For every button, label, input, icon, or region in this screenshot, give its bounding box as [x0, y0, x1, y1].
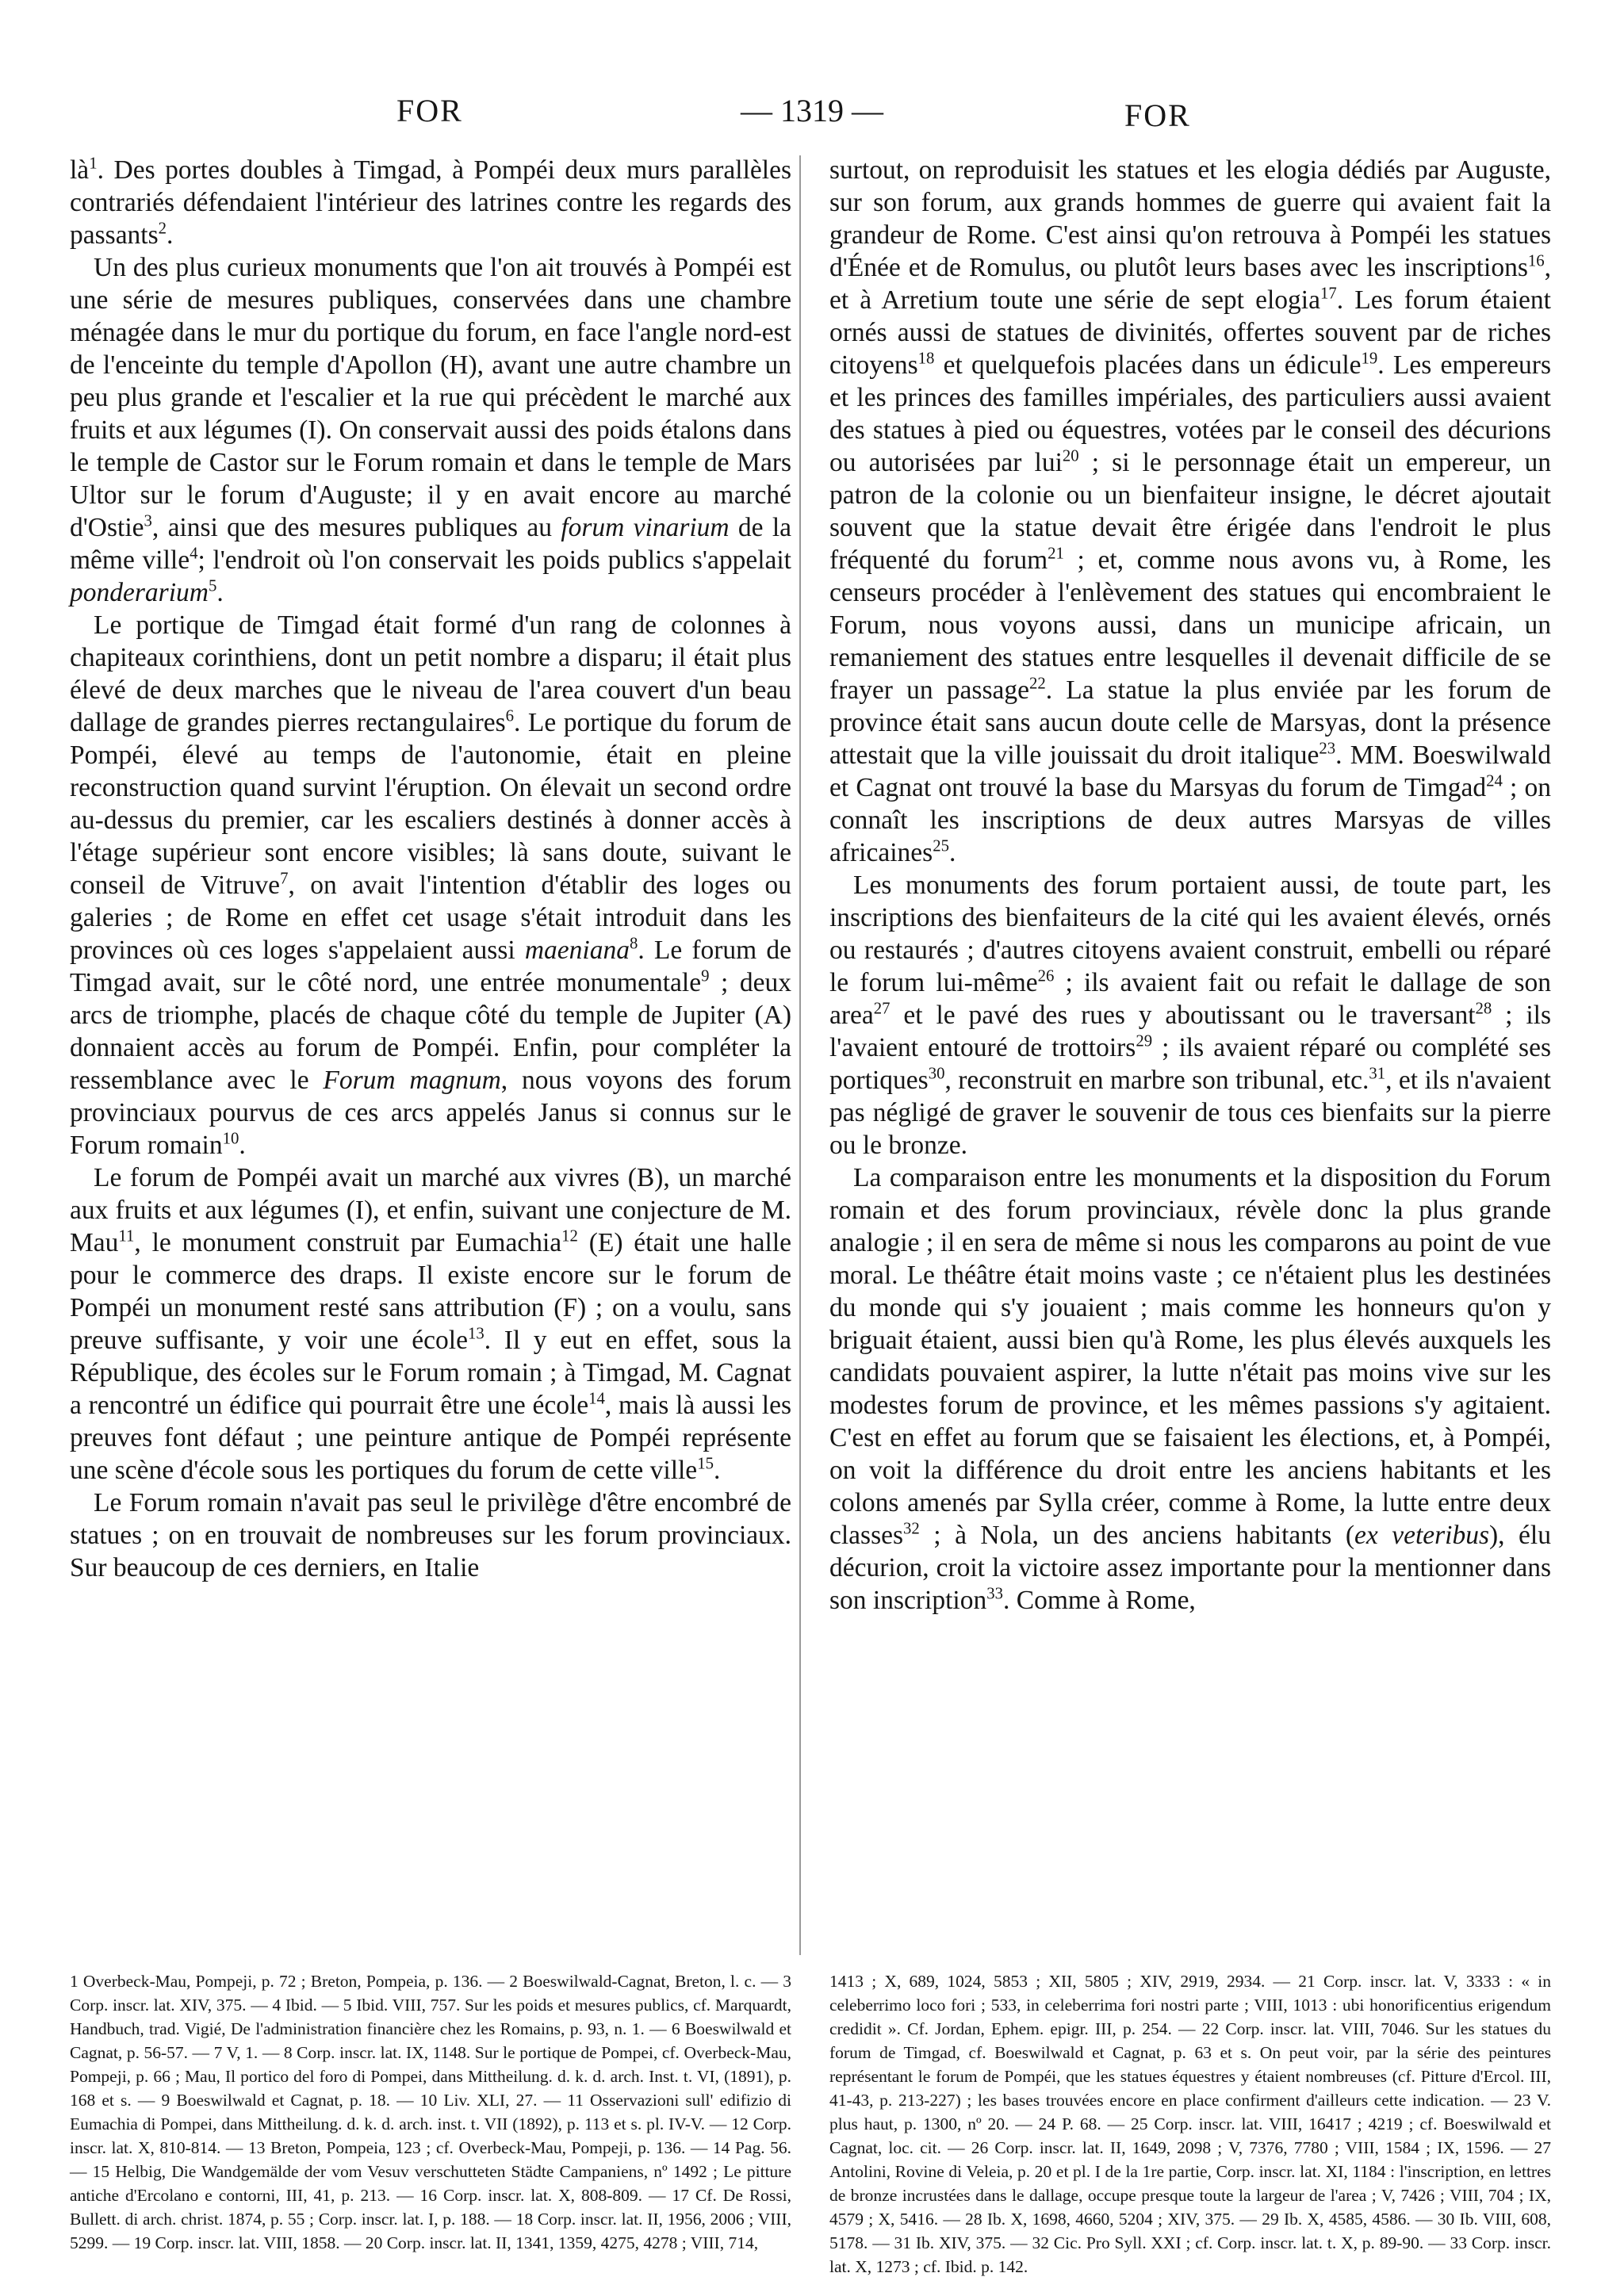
paragraph: Le Forum romain n'avait pas seul le privilège d'être encombré de statues ; on en trouvait de nombreuses sur les forum provinciaux. Sur beaucoup de ces derniers, en Italie: [70, 1488, 791, 1582]
right-column: [829, 154, 1551, 1617]
paragraph: Le forum de Pompéi avait un marché aux vivres (B), un marché aux fruits et aux légumes (I), et enfin, suivant une conjecture de M. Mau$^{11}$, le monument construit par Eumachia$^{12}$ (E) était une halle pour le commerce des draps. Il existe encore sur le forum de Pompéi un monument resté sans attribution (F) ; on a voulu, sans preuve suffisante, y voir une école$^{13}$. Il y eut en effet, sous la République, des écoles sur le Forum romain ; à Timgad, M. Cagnat a rencontré un édifice qui pourrait être une école$^{14}$, mais là aussi les preuves font défaut ; une peinture antique de Pompéi représente une scène d'école sous les portiques du forum de cette ville$^{15}$.: [70, 1163, 791, 1485]
column-divider: [799, 155, 801, 1955]
paragraph: Le portique de Timgad était formé d'un rang de colonnes à chapiteaux corinthiens, dont un petit nombre a disparu; il était plus élevé de deux marches que le niveau de l'area couvert d'un beau dallage de grandes pierres rectangulaires$^6$. Le portique du forum de Pompéi, élevé au temps de l'autonomie, était en pleine reconstruction quand survint l'éruption. On élevait un second ordre au-dessus du premier, car les escaliers destinés à donner accès à l'étage supérieur sont encore visibles; là sans doute, suivant le conseil de Vitruve$^7$, on avait l'intention d'établir des loges ou galeries ; de Rome en effet cet usage s'était introduit dans les provinces où ces loges s'appelaient aussi maeniana$^8$. Le forum de Timgad avait, sur le côté nord, une entrée monumentale$^9$ ; deux arcs de triomphe, placés de chaque côté du temple de Jupiter (A) donnaient accès au forum de Pompéi. Enfin, pour compléter la ressemblance avec le Forum magnum, nous voyons des forum provinciaux pourvus de ces arcs appelés Janus si connus sur le Forum romain$^{10}$.: [70, 610, 792, 1160]
paragraph: La comparaison entre les monuments et la disposition du Forum romain et des forum provinciaux, révèle donc la plus grande analogie ; il en sera de même si nous les comparons au point de vue moral. Le théâtre était moins vaste ; ce n'étaient plus les destinées du monde qui s'y jouaient ; mais comme les honneurs qu'on y briguait étaient, aussi bien qu'à Rome, les plus élevés auxquels les candidats pouvaient aspirer, la lutte n'était pas moins vive sur les modestes forum de province, et les mêmes passions s'y agitaient. C'est en effet au forum que se faisaient les élections, et, à Pompéi, on voit la différence du droit entre les anciens habitants et les colons amenés par Sylla créer, comme à Rome, la lutte entre deux classes$^{32}$ ; à Nola, un des anciens habitants (ex veteribus), élu décurion, croit la victoire assez importante pour la mentionner dans son inscription$^{33}$. Comme à Rome,: [829, 1163, 1551, 1615]
left-column: [70, 154, 791, 1584]
paragraph: $là^1$. Des portes doubles à Timgad, à Pompéi deux murs parallèles contrariés défendaient l'intérieur des latrines contre les regards des passants$^2$.: [70, 154, 791, 250]
footnotes-right: [829, 1969, 1551, 2279]
footnotes-left: [70, 1969, 791, 2255]
footnote-text: 1413 ; X, 689, 1024, 5853 ; XII, 5805 ; XIV, 2919, 2934. — 21 Corp. inscr. lat. V, 3333 : « in celeberrimo loco fori ; 533, in celeberrima fori nostri parte ; VIII, 1013 : ubi honorificentius erigendum credidit ». Cf. Jordan, Ephem. epigr. III, p. 254. — 22 Corp. inscr. lat. VIII, 7046. Sur les statues du forum de Timgad, cf. Boeswilwald et Cagnat, p. 63 et s. On peut voir, par la série des peintures représentant le forum de Pompéi, que les statues équestres y étaient nombreuses (cf. Pitture d'Ercol. III, 41-43, p. 213-227) ; les bases trouvées encore en place confirment d'ailleurs cette indication. — 23 V. plus haut, p. 1300, nº 20. — 24 P. 68. — 25 Corp. inscr. lat. VIII, 16417 ; 4219 ; cf. Boeswilwald et Cagnat, loc. cit. — 26 Corp. inscr. lat. II, 1649, 2098 ; V, 7376, 7780 ; VIII, 1584 ; IX, 1596. — 27 Antolini, Rovine di Veleia, p. 20 et pl. I de la 1re partie, Corp. inscr. lat. XI, 1184 : l'inscription, en lettres de bronze incrustées dans le dallage, occupe presque toute la largeur de l'area ; V, 7426 ; VIII, 704 ; IX, 4579 ; X, 5416. — 28 Ib. X, 1698, 4660, 5204 ; XIV, 375. — 29 Ib. X, 4585, 4586. — 30 Ib. VIII, 608, 5178. — 31 Ib. XIV, 375. — 32 Cic. Pro Syll. XXI ; cf. Corp. inscr. lat. t. X, p. 89-90. — 33 Corp. inscr. lat. X, 1273 ; cf. Ibid. p. 142.: [829, 1972, 1551, 2276]
running-head-right: FOR: [1124, 98, 1191, 133]
running-head: [0, 92, 1624, 140]
running-head-left: FOR: [396, 93, 463, 128]
footnote-text: 1 Overbeck-Mau, Pompeji, p. 72 ; Breton, Pompeia, p. 136. — 2 Boeswilwald-Cagnat, Breton, l. c. — 3 Corp. inscr. lat. XIV, 375. — 4 Ibid. — 5 Ibid. VIII, 757. Sur les poids et mesures publics, cf. Marquardt, Handbuch, trad. Vigié, De l'administration financière chez les Romains, p. 93, n. 1. — 6 Boeswilwald et Cagnat, p. 56-57. — 7 V, 1. — 8 Corp. inscr. lat. IX, 1148. Sur le portique de Pompei, cf. Overbeck-Mau, Pompeji, p. 66 ; Mau, Il portico del foro di Pompei, dans Mittheilung. d. k. d. arch. Inst. t. VI, (1891), p. 168 et s. — 9 Boeswilwald et Cagnat, p. 18. — 10 Liv. XLI, 27. — 11 Osservazioni sull' edifizio di Eumachia di Pompei, dans Mittheilung. d. k. d. arch. inst. t. VII (1892), p. 113 et s. pl. IV-V. — 12 Corp. inscr. lat. X, 810-814. — 13 Breton, Pompeia, 123 ; cf. Overbeck-Mau, Pompeji, p. 136. — 14 Pag. 56. — 15 Helbig, Die Wandgemälde der vom Vesuv verschutteten Städte Campaniens, nº 1492 ; Le pitture antiche d'Ercolano e contorni, III, 41, p. 213. — 16 Corp. inscr. lat. X, 808-809. — 17 Cf. De Rossi, Bullett. di arch. christ. 1874, p. 55 ; Corp. inscr. lat. I, p. 188. — 18 Corp. inscr. lat. II, 1956, 2006 ; VIII, 5299. — 19 Corp. inscr. lat. VIII, 1858. — 20 Corp. inscr. lat. II, 1341, 1359, 4275, 4278 ; VIII, 714,: [70, 1972, 791, 2252]
paragraph: Les monuments des forum portaient aussi, de toute part, les inscriptions des bienfaiteurs de la cité qui les avaient élevés, ornés ou restaurés ; d'autres citoyens avaient construit, embelli ou réparé le forum lui-même$^{26}$ ; ils avaient fait ou refait le dallage de son area$^{27}$ et le pavé des rues y aboutissant ou le traversant$^{28}$ ; ils l'avaient entouré de trottoirs$^{29}$ ; ils avaient réparé ou complété ses portiques$^{30}$, reconstruit en marbre son tribunal, etc.$^{31}$, et ils n'avaient pas négligé de graver le souvenir de tous ces bienfaits sur la pierre ou le bronze.: [829, 871, 1551, 1160]
paragraph: Un des plus curieux monuments que l'on ait trouvés à Pompéi est une série de mesures publiques, conservées dans une chambre ménagée dans le mur du portique du forum, en face l'angle nord-est de l'enceinte du temple d'Apollon (H), avant une autre chambre un peu plus grande et l'escalier et la rue qui précèdent le marché aux fruits et aux légumes (I). On conservait aussi des poids étalons dans le temple de Castor sur le Forum romain et dans le temple de Mars Ultor sur le forum d'Auguste; il y en avait encore au marché d'Ostie$^3$, ainsi que des mesures publiques au forum vinarium de la même ville$^4$; l'endroit où l'on conservait les poids publics s'appelait ponderarium$^5$.: [70, 253, 791, 607]
paragraph: surtout, on reproduisit les statues et les elogia dédiés par Auguste, sur son forum, aux grands hommes de guerre qui avaient fait la grandeur de Rome. C'est ainsi qu'on retrouva à Pompéi les statues d'Énée et de Romulus, ou plutôt leurs bases avec les inscriptions$^{16}$, et à Arretium toute une série de sept elogia$^{17}$. Les forum étaient ornés aussi de statues de divinités, offertes souvent par de riches citoyens$^{18}$ et quelquefois placées dans un édicule$^{19}$. Les empereurs et les princes des familles impériales, des particuliers aussi avaient des statues à pied ou équestres, votées par le conseil des décurions ou autorisées par lui$^{20}$ ; si le personnage était un empereur, un patron de la colonie ou un bienfaiteur insigne, le décret ajoutait souvent que la statue devait être érigée dans l'endroit le plus fréquenté du forum$^{21}$ ; et, comme nous avons vu, à Rome, les censeurs procéder à l'enlèvement des statues qui encombraient le Forum, nous voyons aussi, dans un municipe africain, un remaniement des statues entre lesquelles il devenait difficile de se frayer un passage$^{22}$. La statue la plus enviée par les forum de province était sans aucun doute celle de Marsyas, dont la présence attestait que la ville jouissait du droit italique$^{23}$. MM. Boeswilwald et Cagnat ont trouvé la base du Marsyas du forum de Timgad$^{24}$ ; on connaît les inscriptions de deux autres Marsyas de villes africaines$^{25}$.: [829, 155, 1551, 867]
page-number: — 1319 —: [741, 93, 883, 128]
